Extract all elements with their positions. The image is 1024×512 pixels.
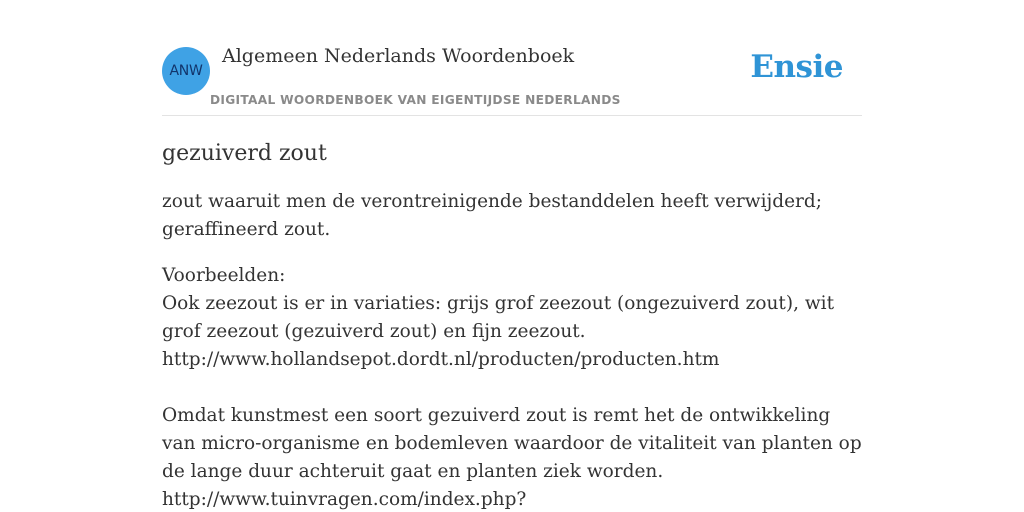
examples-section — [162, 262, 862, 512]
site-header — [162, 0, 862, 116]
entry-definition: zout waaruit men de verontreinigende bestanddelen heeft verwijderd; geraffineerd zout. — [162, 191, 822, 240]
example-item — [162, 402, 862, 512]
ensie-brand-logo[interactable]: Ensie — [750, 49, 843, 85]
entry-term: gezuiverd zout — [162, 141, 327, 166]
site-subtitle: DIGITAAL WOORDENBOEK VAN EIGENTIJDSE NEDERLANDS — [210, 93, 621, 107]
example-source-url: http://www.tuinvragen.com/index.php? — [162, 489, 527, 510]
example-text: Omdat kunstmest een soort gezuiverd zout is remt het de ontwikkeling van micro-organisme en bodemleven waardoor de vitaliteit van planten op de lange duur achteruit gaat en planten ziek worden. — [162, 405, 862, 482]
example-source-url: http://www.hollandsepot.dordt.nl/producten/producten.htm — [162, 349, 720, 370]
anw-logo[interactable]: ANW — [162, 47, 210, 95]
example-text: Ook zeezout is er in variaties: grijs grof zeezout (ongezuiverd zout), wit grof zeezout (gezuiverd zout) en fijn zeezout. — [162, 293, 835, 342]
example-item — [162, 290, 862, 374]
examples-heading: Voorbeelden: — [162, 265, 286, 286]
entry-content — [162, 136, 862, 512]
site-title[interactable]: Algemeen Nederlands Woordenboek — [222, 45, 575, 67]
